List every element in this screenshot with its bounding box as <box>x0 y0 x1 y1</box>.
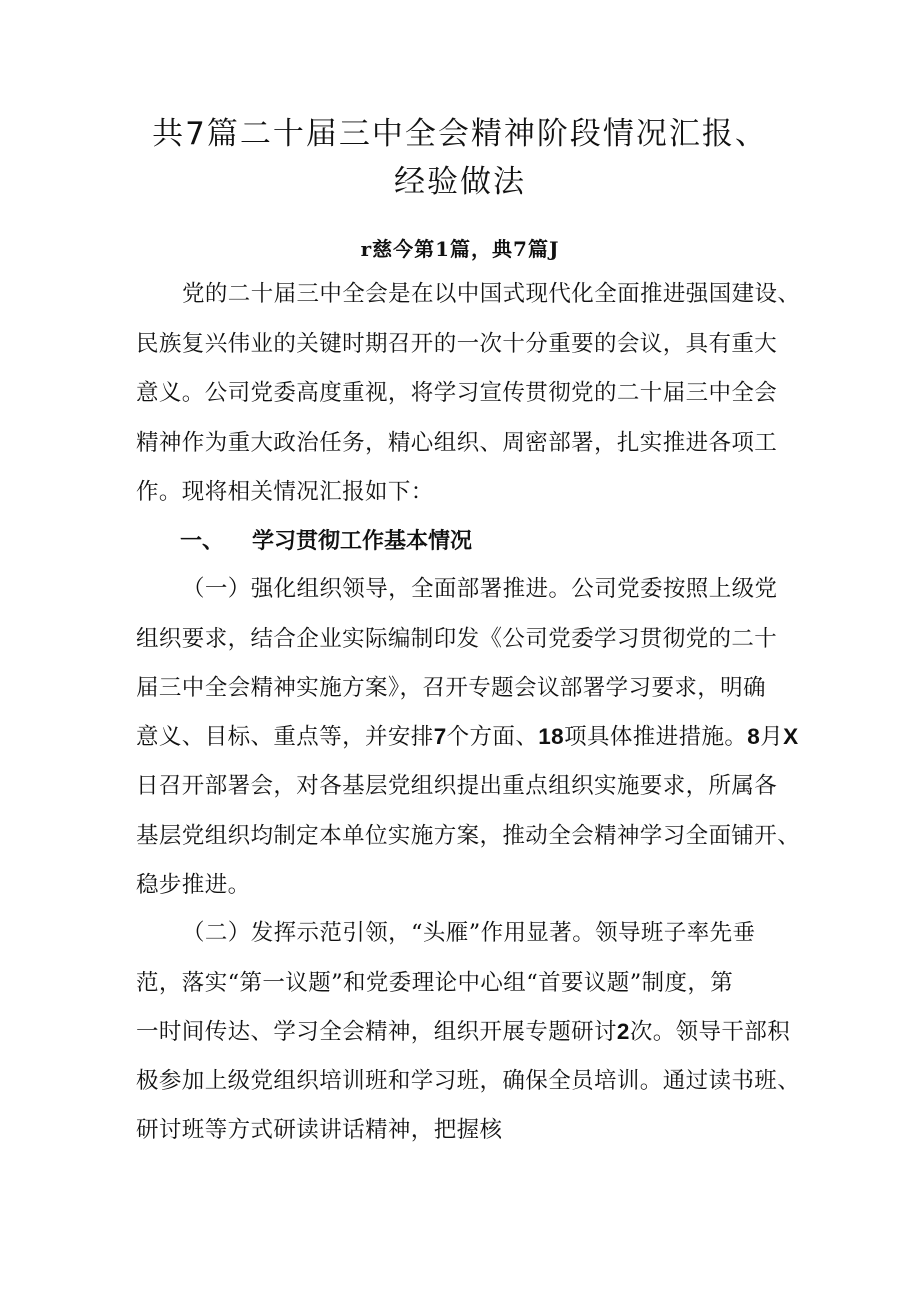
para1-line-7: 稳步推进。 <box>136 872 251 898</box>
para1-day-placeholder: X <box>783 724 799 749</box>
para1-line-4-text-g: 月 <box>760 724 784 750</box>
para1-number-month: 8 <box>747 724 761 749</box>
para2-line-3-text-a: 一时间传达、学习全会精神，组织开展专题研讨 <box>136 1019 617 1045</box>
para1-line-4 <box>136 722 799 752</box>
para1-line-3: 届三中全会精神实施方案》，召开专题会议部署学习要求，明确 <box>136 675 766 701</box>
para2-line-1: （二）发挥示范引领，“头雁”作用显著。领导班子率先垂 <box>182 920 756 946</box>
intro-line-2: 民族复兴伟业的关键时期召开的一次十分重要的会议，具有重大 <box>136 331 778 357</box>
para1-line-4-text-e: 项具体推进措施。 <box>564 724 748 750</box>
para2-line-4: 极参加上级党组织培训班和学习班，确保全员培训。通过读书班、 <box>136 1068 801 1094</box>
section-title: 学习贯彻工作基本情况 <box>252 529 473 554</box>
intro-line-5: 作。现将相关情况汇报如下： <box>136 479 434 505</box>
para1-line-1: （一）强化组织领导，全面部署推进。公司党委按照上级党 <box>182 576 778 602</box>
intro-line-4: 精神作为重大政治任务，精心组织、周密部署，扎实推进各项工 <box>136 430 778 456</box>
para2-line-3 <box>136 1017 796 1047</box>
para1-number-aspects: 7 <box>433 724 447 749</box>
document-subtitle: r慈今第1篇，典7篇J <box>360 237 560 261</box>
para2-number-sessions: 2 <box>616 1019 630 1044</box>
intro-line-1: 党的二十届三中全会是在以中国式现代化全面推进强国建设、 <box>182 281 801 307</box>
section-number: 一、 <box>180 529 225 554</box>
para2-line-3-text-c: 次。领导干部积 <box>629 1019 791 1045</box>
section-heading <box>180 524 472 555</box>
para2-line-2: 范，落实“第一议题”和党委理论中心组“首要议题”制度，第 <box>136 970 734 996</box>
para1-line-2: 组织要求，结合企业实际编制印发《公司党委学习贯彻党的二十 <box>136 626 778 652</box>
para2-line-5: 研讨班等方式研读讲话精神，把握核 <box>136 1117 503 1143</box>
document-title-line1: 共7篇二十届三中全会精神阶段情况汇报、 <box>152 116 768 152</box>
para1-number-measures: 18 <box>538 724 565 749</box>
document-title-line2: 经验做法 <box>394 164 526 200</box>
para1-line-4-text-a: 意义、目标、重点等，并安排 <box>136 724 434 750</box>
para1-line-4-text-c: 个方面、 <box>446 724 539 750</box>
intro-line-3: 意义。公司党委高度重视，将学习宣传贯彻党的二十届三中全会 <box>136 380 778 406</box>
para1-line-6: 基层党组织均制定本单位实施方案，推动全会精神学习全面铺开、 <box>136 823 801 849</box>
para1-line-5: 日召开部署会，对各基层党组织提出重点组织实施要求，所属各 <box>136 773 778 799</box>
